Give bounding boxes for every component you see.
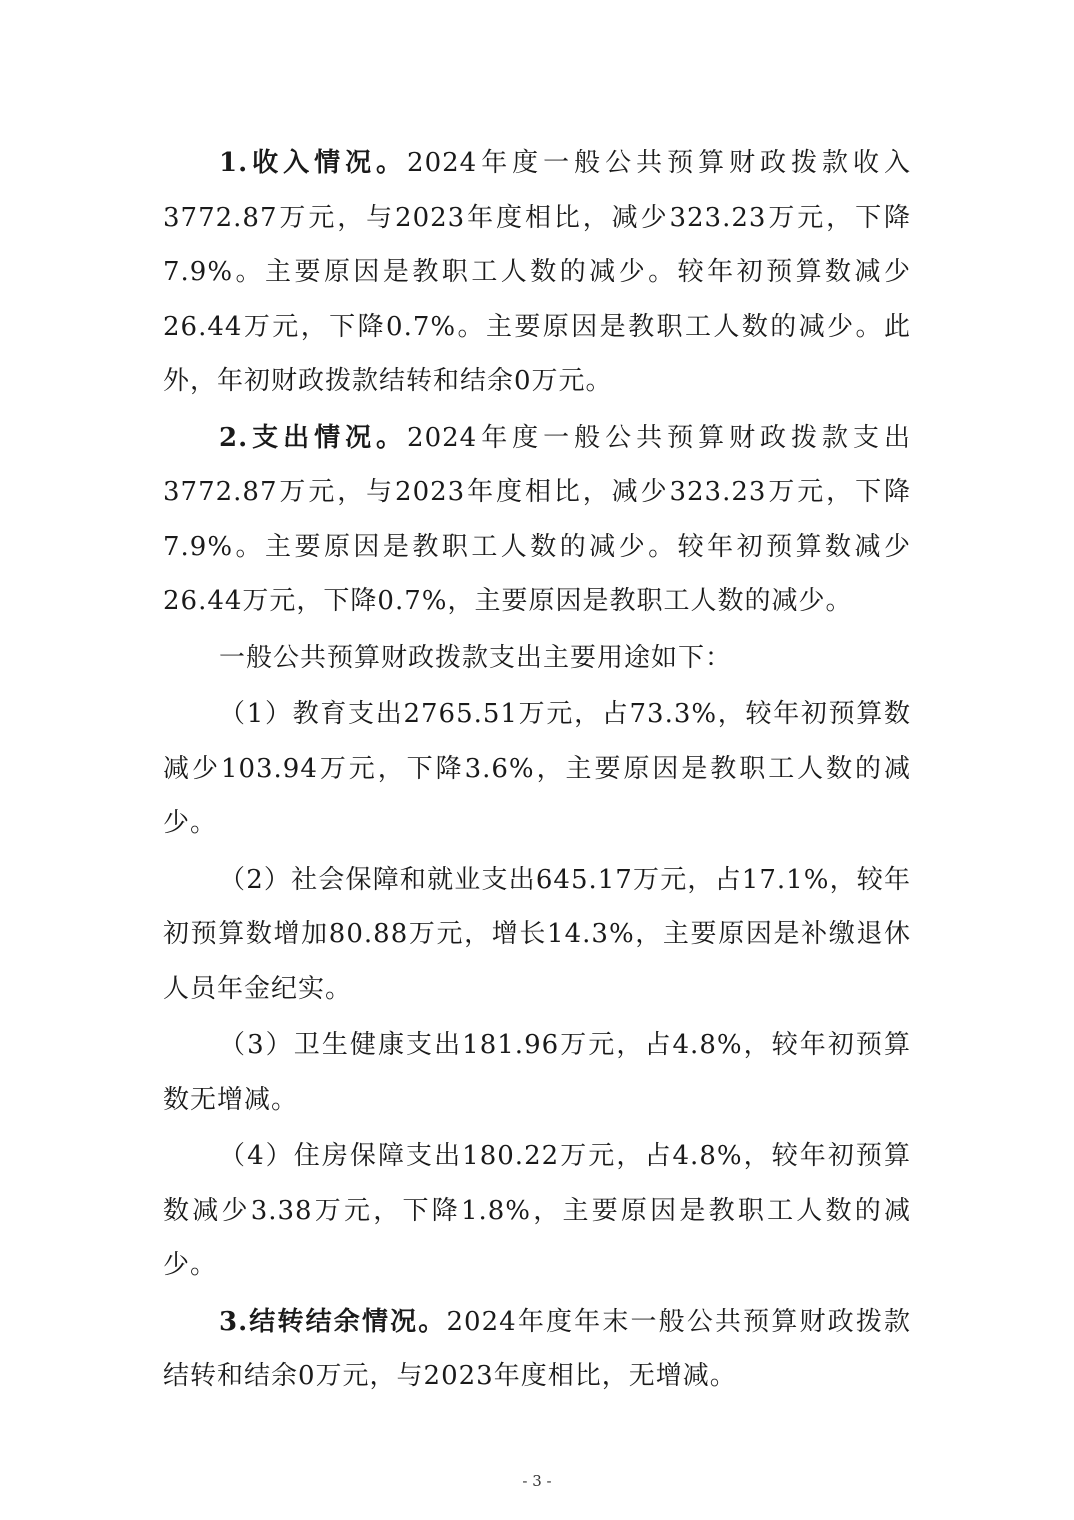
paragraph-expenditure-text: 2024年度一般公共预算财政拨款支出3772.87万元，与2023年度相比，减少323.23万元，下降7.9%。主要原因是教职工人数的减少。较年初预算数减少26.44万元，下降0.7%，主要原因是教职工人数的减少。 [163, 422, 911, 616]
paragraph-item-education-text: （1）教育支出2765.51万元，占73.3%，较年初预算数减少103.94万元，下降3.6%，主要原因是教职工人数的减少。 [163, 699, 911, 838]
heading-expenditure: 2.支出情况。 [219, 422, 408, 453]
paragraph-item-health [163, 1018, 911, 1127]
paragraph-item-social-security-text: （2）社会保障和就业支出645.17万元，占17.1%，较年初预算数增加80.88万元，增长14.3%，主要原因是补缴退休人员年金纪实。 [163, 864, 911, 1004]
document-body [163, 136, 911, 1404]
paragraph-usage-intro [163, 631, 911, 686]
paragraph-expenditure [163, 411, 911, 629]
paragraph-usage-intro-text: 一般公共预算财政拨款支出主要用途如下： [219, 642, 733, 673]
paragraph-income-text: 2024年度一般公共预算财政拨款收入3772.87万元，与2023年度相比，减少323.23万元，下降7.9%。主要原因是教职工人数的减少。较年初预算数减少26.44万元，下降0.7%。主要原因是教职工人数的减少。此外，年初财政拨款结转和结余0万元。 [163, 148, 911, 396]
paragraph-income [163, 136, 911, 409]
paragraph-balance [163, 1295, 911, 1404]
paragraph-balance-text: 2024年度年末一般公共预算财政拨款结转和结余0万元，与2023年度相比，无增减。 [163, 1306, 911, 1391]
heading-income: 1.收入情况。 [219, 148, 408, 178]
paragraph-item-social-security [163, 853, 911, 1017]
paragraph-item-education [163, 687, 911, 851]
paragraph-item-health-text: （3）卫生健康支出181.96万元，占4.8%，较年初预算数无增减。 [163, 1030, 911, 1115]
paragraph-item-housing [163, 1129, 911, 1293]
heading-balance: 3.结转结余情况。 [219, 1306, 447, 1337]
page-number: - 3 - [522, 1472, 552, 1490]
paragraph-item-housing-text: （4）住房保障支出180.22万元，占4.8%，较年初预算数减少3.38万元，下降1.8%，主要原因是教职工人数的减少。 [163, 1141, 911, 1280]
